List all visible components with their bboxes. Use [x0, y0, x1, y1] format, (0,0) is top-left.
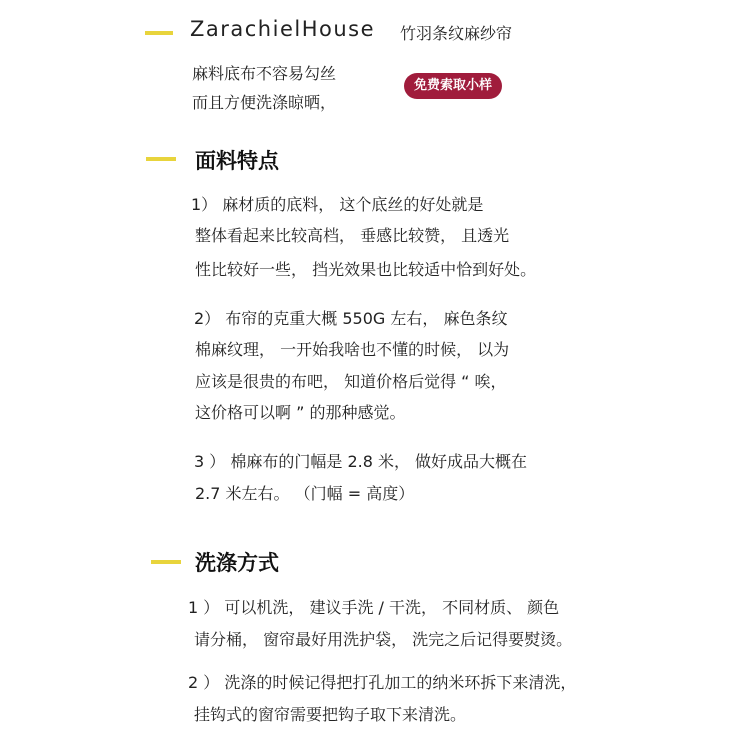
- washing-item2-line1: 2 ） 洗涤的时候记得把打孔加工的纳米环拆下来清洗，: [188, 673, 577, 692]
- washing-heading: 洗涤方式: [195, 551, 279, 575]
- features-item3-line1: 3 ） 棉麻布的门幅是 2.8 米， 做好成品大概在: [194, 452, 528, 471]
- features-item2-line2: 棉麻纹理， 一开始我啥也不懂的时候， 以为: [195, 340, 510, 359]
- washing-accent-bar: [151, 560, 181, 564]
- features-item1-line2: 整体看起来比较高档， 垂感比较赞， 且透光: [195, 226, 510, 245]
- washing-item1-line2: 请分桶， 窗帘最好用洗护袋， 洗完之后记得要熨烫。: [194, 630, 573, 649]
- features-item2-line1: 2） 布帘的克重大概 550G 左右， 麻色条纹: [194, 309, 508, 328]
- features-item2-line3: 应该是很贵的布吧， 知道价格后觉得 “ 唉，: [195, 372, 507, 391]
- brand-name: ZarachielHouse: [190, 17, 376, 41]
- intro-line-1: 麻料底布不容易勾丝: [192, 64, 337, 83]
- features-item1-line3: 性比较好一些， 挡光效果也比较适中恰到好处。: [195, 260, 537, 279]
- header-accent-bar: [145, 31, 173, 35]
- features-heading: 面料特点: [195, 149, 279, 173]
- features-item1-line1: 1） 麻材质的底料， 这个底丝的好处就是: [191, 195, 484, 214]
- intro-line-2: 而且方便洗涤晾晒，: [192, 93, 337, 112]
- product-subtitle: 竹羽条纹麻纱帘: [400, 24, 513, 43]
- features-item3-line2: 2.7 米左右。 （门幅 = 高度）: [195, 484, 415, 503]
- washing-item1-line1: 1 ） 可以机洗， 建议手洗 / 干洗， 不同材质、 颜色: [188, 598, 560, 617]
- washing-item2-line2: 挂钩式的窗帘需要把钩子取下来清洗。: [194, 705, 467, 724]
- free-sample-button[interactable]: 免费索取小样: [404, 73, 502, 99]
- features-item2-line4: 这价格可以啊 ” 的那种感觉。: [195, 403, 406, 422]
- features-accent-bar: [146, 157, 176, 161]
